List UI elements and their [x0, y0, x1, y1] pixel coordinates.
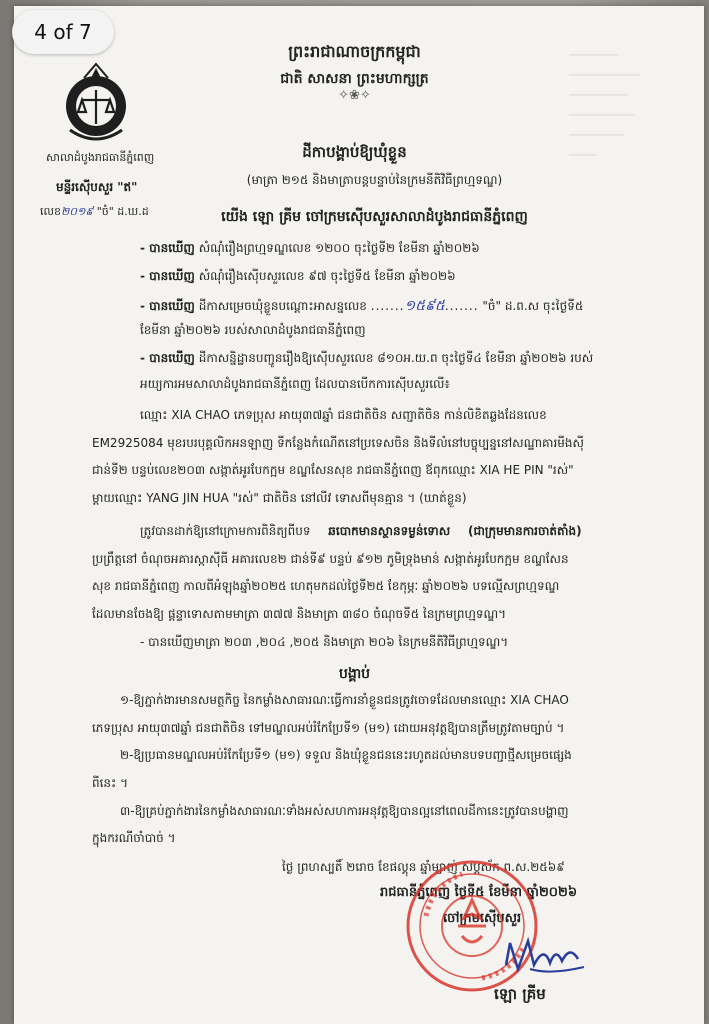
document-title: ដីកាបង្គាប់ឱ្យឃុំខ្លួន: [302, 143, 407, 161]
page-indicator: 4 of 7: [12, 10, 114, 54]
defendant-line-4: ម្ដាយឈ្មោះ YANG JIN HUA "រស់" ជាតិចិន នៅលីវ ទោសពីមុនគ្មាន ។ (ឃាត់ខ្លួន): [92, 491, 467, 505]
place-and-date: រាជធានីភ្នំពេញ ថ្ងៃទី៥ ខែមីនា ឆ្នាំ២០២៦: [380, 885, 578, 900]
lunar-date: ថ្ងៃ ព្រហស្បតិ៍ ២រោច ខែផល្គុន ឆ្នាំម្សាញ់ សប្តស័ក ព.ស.២៥៦៩: [282, 860, 565, 874]
charge-line-5: - បានឃើញមាត្រា ២០៣ ,២០៤ ,២០៥ និងមាត្រា ២០៦ នៃក្រមនីតិវិធីព្រហ្មទណ្ឌ។: [140, 635, 509, 649]
consideration-2: [140, 268, 456, 286]
charge-line-4: ដែលមានចែងឱ្យ ផ្ដន្ទាទោសតាមមាត្រា ៣៧៧ និងមាត្រា ៣៨០ ចំណុចទី៥ នៃក្រមព្រហ្មទណ្ឌ។: [92, 607, 507, 621]
office-label: មន្ទីរស៊ើបសួរ "ឥ": [56, 180, 138, 194]
consideration-label: - បានឃើញ: [140, 241, 195, 255]
orders-heading: បង្គាប់: [338, 666, 371, 682]
bleed-through-text: ───────── ───────────── ─────────── ──────────── ────────── ─────: [569, 51, 640, 161]
consideration-4: [140, 350, 593, 368]
document-subtitle: (មាត្រា ២១៥ និងមាត្រាបន្តបន្ទាប់នៃក្រមនីតិវិធីព្រហ្មទណ្ឌ): [246, 173, 503, 187]
charge-line-2: ប្រព្រឹត្តនៅ ចំណុចអគារស្កាស៊ីធី អគារលេខ២ ជាន់ទី៩ បន្ទប់ ៩១២ ភូមិទ្រុងមាន់ សង្កាត់អូរបែកក្អម ខណ្ឌសែន: [92, 552, 569, 566]
charge-line-3: សុខ រាជធានីភ្នំពេញ កាលពីអំឡុងឆ្នាំ២០២៥ ហេតុមកដល់ថ្ងៃទី២៥ ខែកុម្ភៈ ឆ្នាំ២០២៦ បទល្មើសព្រហ្មទណ្ឌ: [92, 579, 560, 593]
consideration-4-line2: អយ្យការអមសាលាដំបូងរាជធានីភ្នំពេញ ដែលបានបើកការស៊ើបសួរលើ៖: [140, 377, 450, 391]
judge-name: ឡោ គ្រីម: [494, 985, 546, 1003]
charge-offense: ឆបោកមានស្ថានទម្ងន់ទោស: [328, 524, 451, 538]
order-3-line-2: ក្នុងករណីចាំបាច់ ។: [92, 831, 176, 845]
consideration-3: - បានឃើញ ដីកាសម្រេចឃុំខ្លួនបណ្ដោះអាសន្នលេខ .......១៥៩៥....... "ចំ" ដ.ព.ស ចុះថ្ងៃទី៥: [140, 298, 584, 314]
national-motto: ជាតិ សាសនា ព្រះមហាក្សត្រ: [280, 71, 429, 87]
defendant-line-3: ជាន់ទី២ បន្ទប់លេខ២០៣ សង្កាត់អូរបែកក្អម ខណ្ឌសែនសុខ រាជធានីភ្នំពេញ ឪពុកឈ្មោះ XIA HE PIN "រស់": [92, 463, 574, 477]
issuing-judge-line: យើង ឡោ គ្រីម ចៅក្រមស៊ើបសួរសាលាដំបូងរាជធានីភ្នំពេញ: [221, 209, 528, 225]
order-1-line-2: ភេទប្រុស អាយុ៣៧ឆ្នាំ ជនជាតិចិន ទៅមណ្ឌលអប់រំកែប្រែទី១ (ម១) ដោយអនុវត្តឱ្យបានត្រឹមត្រូវតាមច្បាប់ ។: [92, 721, 565, 735]
ref-suffix: "ចំ" ដ.ឃ.ដ: [96, 205, 149, 218]
charge-qualifier: (ជាក្រុមមានការចាត់តាំង): [467, 524, 582, 538]
order-2-line-1: ២-ឱ្យប្រធានមណ្ឌលអប់រំកែប្រែទី១ (ម១) ទទួល និងឃុំខ្លួនជននេះរហូតដល់មានបទបញ្ជាថ្មីសម្រេចផ្សេង: [120, 748, 572, 762]
order-3-line-1: ៣-ឱ្យគ្រប់ភ្នាក់ងារនៃកម្លាំងសាធារណៈទាំងអស់សហការអនុវត្តឱ្យបានល្អនៅពេលដីកានេះត្រូវបានបង្ហាញ: [120, 804, 569, 818]
order-2-line-2: ពីនេះ ។: [92, 776, 129, 790]
consideration-text: សំណុំរឿងស៊ើបសួរលេខ ៩៧ ចុះថ្ងៃទី៥ ខែមីនា ឆ្នាំ២០២៦: [198, 269, 456, 283]
consideration-3-line2: ខែមីនា ឆ្នាំ២០២៦ របស់សាលាដំបូងរាជធានីភ្នំពេញ: [140, 323, 366, 337]
defendant-line-2: EM2925084 មុខរបរបុគ្គលិកអនឡាញ ទីកន្លែងកំណើតនៅប្រទេសចិន និងទីលំនៅបច្ចុប្បន្ននៅសណ្ឋាគារមីងស៊ី: [92, 436, 584, 450]
ref-label: លេខ: [40, 205, 61, 218]
consideration-text: ដីកាសន្និដ្ឋានបញ្ជូនរឿងឱ្យស៊ើបសួរលេខ ៨១០អ.យ.ព ចុះថ្ងៃទី៤ ខែមីនា ឆ្នាំ២០២៦ របស់: [198, 351, 594, 365]
ref-number: ២០១៩: [60, 205, 94, 218]
kingdom-heading: ព្រះរាជាណាចក្រកម្ពុជា: [288, 42, 421, 61]
order-1-line-1: ១-ឱ្យភ្នាក់ងារមានសមត្ថកិច្ច នៃកម្លាំងសាធារណៈធ្វើការនាំខ្លួនជនត្រូវចោទដែលមានឈ្មោះ XIA CHAO: [120, 693, 569, 707]
consideration-text-after: "ចំ" ដ.ព.ស ចុះថ្ងៃទី៥: [482, 299, 584, 313]
court-name-label: សាលាដំបូងរាជធានីភ្នំពេញ: [46, 151, 155, 164]
judge-signature: [500, 925, 590, 985]
consideration-text: ដីកាសម្រេចឃុំខ្លួនបណ្ដោះអាសន្នលេខ: [198, 299, 367, 313]
consideration-label: - បានឃើញ: [140, 269, 195, 283]
charge-line-1: [140, 523, 582, 541]
motto-ornament: ✧❀✧: [338, 88, 371, 103]
handwritten-order-number: ១៥៩៥: [404, 298, 445, 314]
charge-intro: ត្រូវបានដាក់ឱ្យនៅក្រោមការពិនិត្យពីបទ: [140, 524, 311, 538]
consideration-label: - បានឃើញ: [140, 299, 195, 313]
court-emblem-icon: [54, 60, 138, 150]
consideration-text: សំណុំរឿងព្រហ្មទណ្ឌលេខ ១២០០ ចុះថ្ងៃទី២ ខែមីនា ឆ្នាំ២០២៦: [198, 241, 480, 255]
consideration-label: - បានឃើញ: [140, 351, 195, 365]
defendant-line-1: ឈ្មោះ XIA CHAO ភេទប្រុស អាយុ៣៧ឆ្នាំ ជនជាតិចិន សញ្ជាតិចិន កាន់លិខិតឆ្លងដែនលេខ: [140, 408, 547, 422]
judge-role: ចៅក្រមស៊ើបសួរ: [443, 911, 522, 926]
consideration-1: [140, 240, 480, 258]
